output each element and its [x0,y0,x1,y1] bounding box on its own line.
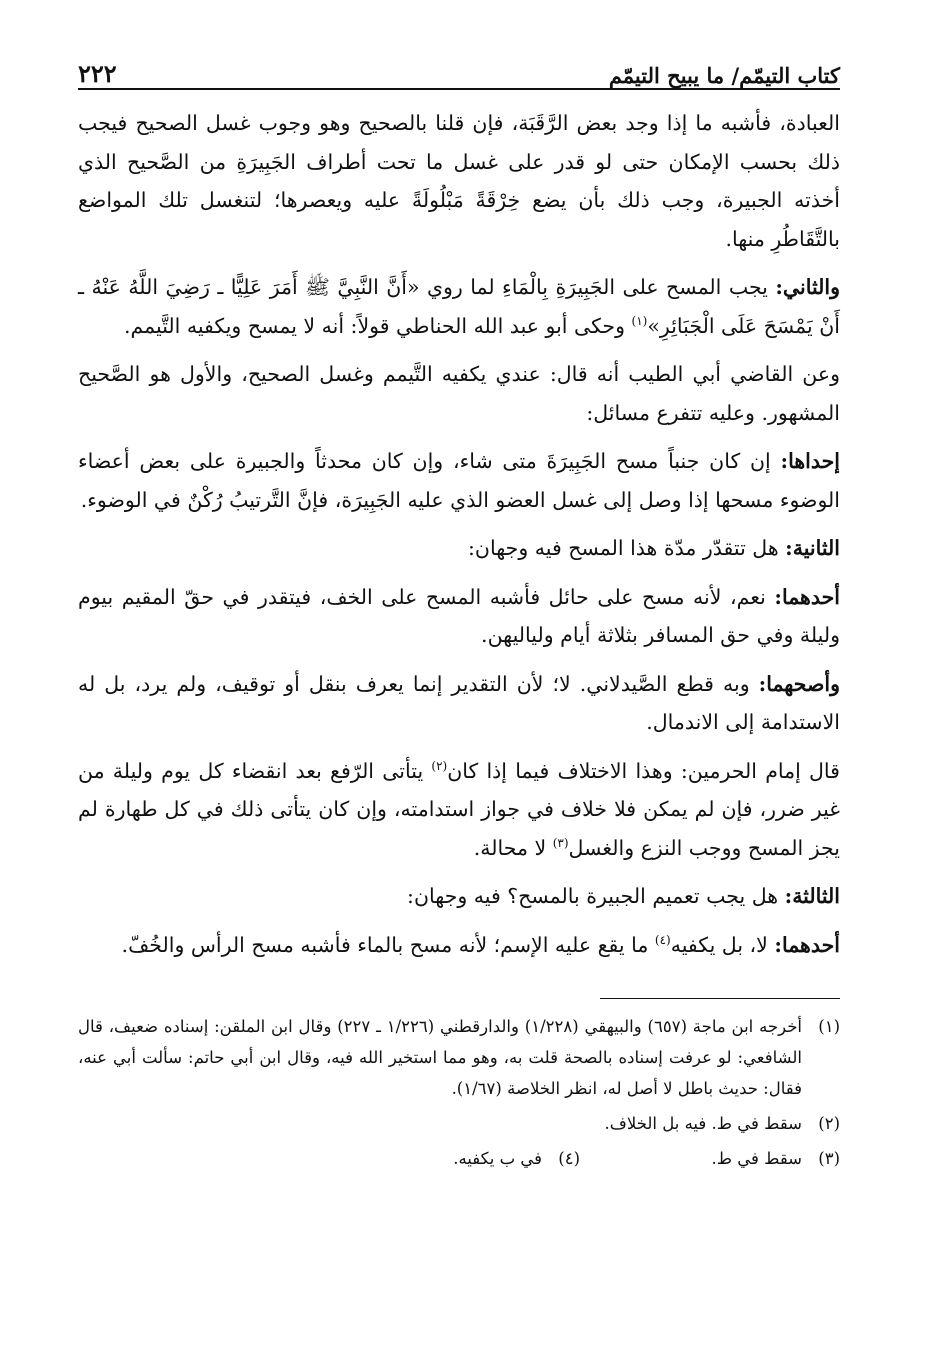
paragraph-lead: الثانية: [785,536,840,560]
footnote-ref: (٣) [552,835,569,850]
footnote-text: في ب يكفيه. [453,1149,542,1168]
footnote-number: (٤) [558,1149,580,1168]
paragraph-4 [78,442,840,519]
footnote-row [78,1143,840,1174]
paragraph-text-continued: ما يقع عليه الإسم؛ لأنه مسح بالماء فأشبه مسح الرأس والخُفّ. [121,932,655,957]
running-header [78,40,840,90]
paragraph-lead: الثالثة: [784,884,840,908]
paragraph-8 [78,752,840,868]
paragraph-1 [78,104,840,258]
paragraph-lead: والثاني: [775,275,840,299]
footnote-2 [78,1108,840,1139]
footnote-1 [78,1011,840,1104]
paragraph-lead: إحداها: [780,449,840,473]
footnotes [78,1011,840,1174]
paragraph-text: وعن القاضي أبي الطيب أنه قال: عندي يكفيه التَّيمم وغسل الصحيح، والأول هو الصَّحيح المشهور. وعليه تتفرع مسائل: [78,362,840,425]
paragraph-7 [78,665,840,742]
page-number: ٢٢٢ [78,59,117,88]
paragraph-9 [78,877,840,916]
paragraph-text-continued: وحكى أبو عبد الله الحناطي قولاً: أنه لا يمسح ويكفيه التَّيمم. [124,313,632,338]
footnote-ref: (٤) [654,932,671,947]
footnote-text: سقط في ط. فيه بل الخلاف. [604,1114,802,1133]
footnote-number: (٢) [818,1114,840,1133]
paragraph-6 [78,578,840,655]
paragraph-text: هل تتقدّر مدّة هذا المسح فيه وجهان: [468,536,779,560]
book-page [78,40,840,1330]
footnote-number: (٣) [818,1149,840,1168]
paragraph-text-continued: لا محالة. [473,835,553,860]
footnote-text: أخرجه ابن ماجة (٦٥٧) والبيهقي (١/٢٢٨) والدارقطني (١/٢٢٦ ـ ٢٢٧) وقال ابن الملقن: إسناده ضعيف، قال الشافعي: لو عرفت إسناده بالصحة قلت به، وهو مما استخير الله فيه، وقال ابن أبي حاتم: سألت أبي عنه، فقال: حديث باطل لا أصل له، انظر الخلاصة (١/٦٧). [78,1017,803,1098]
paragraph-lead: أحدهما: [774,584,840,609]
paragraph-text: نعم، لأنه مسح على حائل فأشبه المسح على الخف، فيتقدر في حقّ المقيم بيوم وليلة وفي حق المسافر بثلاثة أيام ولياليهن. [78,584,840,647]
paragraph-text: لا، بل يكفيه [670,932,768,957]
chapter-title: كتاب التيمّم/ ما يبيح التيمّم [608,63,840,88]
paragraph-text: إن كان جنباً مسح الجَبِيرَةَ متى شاء، وإن كان محدثاً والجبيرة على بعض أعضاء الوضوء مسحها إذا وصل إلى غسل العضو الذي عليه الجَبِيرَة، فإنَّ التَّرتيبُ رُكْنٌ في الوضوء. [78,449,840,512]
paragraph-3 [78,355,840,432]
paragraph-text: وبه قطع الصَّيدلاني. لا؛ لأن التقدير إنما يعرف بنقل أو توقيف، ولم يرد، بل له الاستدامة إلى الاندمال. [78,671,840,734]
paragraph-text: قال إمام الحرمين: وهذا الاختلاف فيما إذا كان [447,758,840,783]
paragraph-text: هل يجب تعميم الجبيرة بالمسح؟ فيه وجهان: [407,884,779,908]
paragraph-2 [78,268,840,345]
paragraph-lead: وأصحهما: [758,671,840,696]
paragraph-text: يجب المسح على الجَبِيرَةِ بِالْمَاءِ لما روي «أَنَّ النَّبِيَّ ﷺ أَمَرَ عَلِيًّا ـ رَضِيَ اللَّهُ عَنْهُ ـ أَنْ يَمْسَحَ عَلَى الْجَبَائِرِ» [78,275,840,338]
footnote-text: سقط في ط. [711,1149,802,1168]
footnote-divider [600,998,840,999]
main-text [78,104,840,964]
footnote-ref: (١) [631,313,648,328]
footnote-3 [580,1143,840,1174]
paragraph-10 [78,926,840,965]
paragraph-text-continued: يتأتى الرّفع بعد انقضاء كل يوم وليلة من غير ضرر، فإن لم يمكن فلا خلاف في جواز استدامته، وإن كان يتأتى ذلك في كل طهارة لم يجز المسح ووجب النزع والغسل [78,758,840,860]
footnote-number: (١) [818,1017,840,1036]
paragraph-5 [78,529,840,568]
paragraph-text: العبادة، فأشبه ما إذا وجد بعض الرَّقَبَة، فإن قلنا بالصحيح وهو وجوب غسل الصحيح فيجب ذلك بحسب الإمكان حتى لو قدر على غسل ما تحت أطراف الجَبِيرَةِ من الصَّحيح الذي أخذته الجبيرة، وجب ذلك بأن يضع خِرْقَةً مَبْلُولَةً عليه ويعصرها؛ لتنغسل تلك المواضع بالتَّقَاطُرِ منها. [78,111,840,251]
paragraph-lead: أحدهما: [774,932,840,957]
footnote-4 [320,1143,580,1174]
footnote-ref: (٢) [431,758,448,773]
